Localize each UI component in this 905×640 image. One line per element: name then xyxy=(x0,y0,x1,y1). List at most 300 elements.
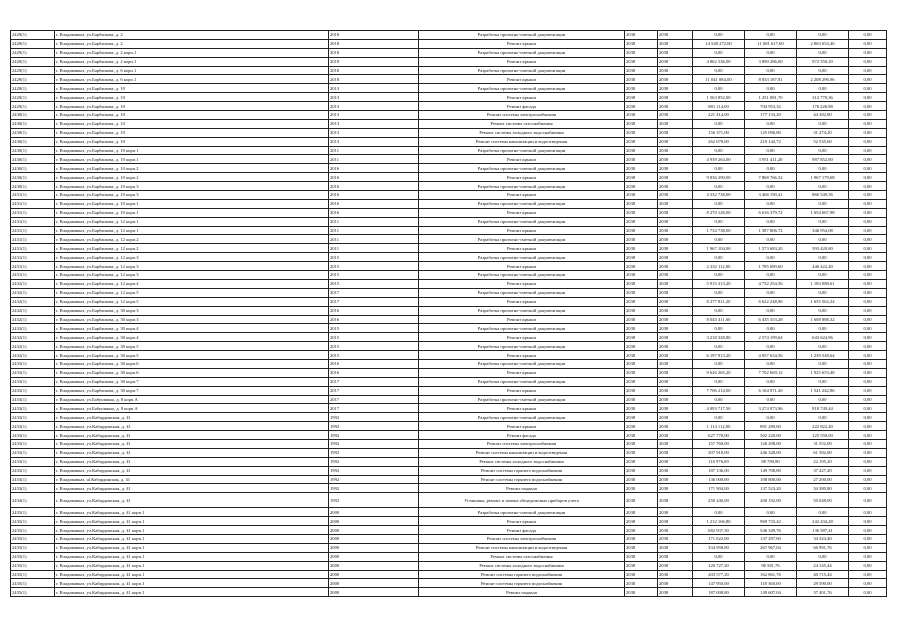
address-cell: г. Владикавказ, ул.Барбашова, д. 10 корп.2 xyxy=(55,173,329,182)
table-row xyxy=(11,333,887,342)
plan-year-start-cell: 2038 xyxy=(625,119,658,128)
other-cost-cell: 0,00 xyxy=(849,359,887,368)
build-year-cell: 1992 xyxy=(329,413,419,422)
owners-cost-cell: 0,00 xyxy=(797,119,849,128)
address-cell: г. Владикавказ, ул.Барбашова, д. 2 корп.1 xyxy=(55,48,329,57)
total-cost-cell: 1 734 738,00 xyxy=(693,226,745,235)
plan-year-end-cell: 2038 xyxy=(658,75,693,84)
plan-year-start-cell: 2038 xyxy=(625,191,658,200)
plan-year-end-cell: 2038 xyxy=(658,57,693,66)
work-type-cell: Ремонт системы канализации и водоотведения xyxy=(419,137,625,146)
owners-cost-cell: 0,00 xyxy=(797,324,849,333)
owners-cost-cell: 22 195,20 xyxy=(797,457,849,466)
table-row xyxy=(11,173,887,182)
address-cell: г. Владикавказ, ул.Кабардинская, д. 41 корп.1 xyxy=(55,517,329,526)
work-type-cell: Ремонт крыши xyxy=(419,279,625,288)
work-type-cell: Ремонт крыши xyxy=(419,315,625,324)
owners-cost-cell: 40 715,44 xyxy=(797,570,849,579)
table-row xyxy=(11,543,887,552)
work-type-cell: Разработка проектно-сметной документации xyxy=(419,48,625,57)
other-cost-cell: 0,00 xyxy=(849,368,887,377)
build-year-cell: 2000 xyxy=(329,543,419,552)
row-id-cell: 2434(1) xyxy=(11,493,55,508)
address-cell: г. Владикавказ, ул.Кабардинская, д. 41 xyxy=(55,413,329,422)
table-row xyxy=(11,57,887,66)
address-cell: г. Владикавказ, ул.Барбашова, д. 12 корп.5 xyxy=(55,288,329,297)
total-cost-cell: 0,00 xyxy=(693,342,745,351)
build-year-cell: 2018 xyxy=(329,57,419,66)
work-type-cell: Установка, ремонт и замена общедомовых приборов учета xyxy=(419,493,625,508)
build-year-cell: 2013 xyxy=(329,128,419,137)
row-id-cell: 2433(1) xyxy=(11,475,55,484)
other-cost-cell: 0,00 xyxy=(849,217,887,226)
plan-year-end-cell: 2038 xyxy=(658,66,693,75)
total-cost-cell: 4 939 264,00 xyxy=(693,155,745,164)
table-row xyxy=(11,146,887,155)
address-cell: г. Владикавказ, ул.Барбашова, д. 10 корп.1 xyxy=(55,155,329,164)
owners-cost-cell: 0,00 xyxy=(797,508,849,517)
build-year-cell: 2013 xyxy=(329,119,419,128)
work-type-cell: Ремонт крыши xyxy=(419,262,625,271)
owners-cost-cell: 66 991,76 xyxy=(797,543,849,552)
address-cell: г. Владикавказ, ул.Кабардинская, д. 41 корп.1 xyxy=(55,543,329,552)
total-cost-cell: 0,00 xyxy=(693,413,745,422)
plan-year-start-cell: 2038 xyxy=(625,466,658,475)
address-cell: г. Владикавказ, ул.Барбашова, д. 10 корп.3 xyxy=(55,191,329,200)
owners-cost-cell: 446 422,40 xyxy=(797,262,849,271)
row-id-cell: 2433(1) xyxy=(11,404,55,413)
table-row xyxy=(11,199,887,208)
address-cell: г. Владикавказ, ул.Барбашова, д. 12 корп.3 xyxy=(55,253,329,262)
address-cell: г. Владикавказ, ул.Кабардинская, д. 41 xyxy=(55,448,329,457)
row-id-cell: 2430(1) xyxy=(11,137,55,146)
build-year-cell: 2000 xyxy=(329,579,419,588)
table-row xyxy=(11,244,887,253)
fund-cost-cell: 6 164 971,20 xyxy=(745,386,797,395)
total-cost-cell: 8 270 128,00 xyxy=(693,208,745,217)
total-cost-cell: 8 277 811,20 xyxy=(693,297,745,306)
build-year-cell: 2013 xyxy=(329,84,419,93)
owners-cost-cell: 1 655 562,24 xyxy=(797,297,849,306)
build-year-cell: 2011 xyxy=(329,244,419,253)
other-cost-cell: 0,00 xyxy=(849,66,887,75)
table-row xyxy=(11,102,887,111)
total-cost-cell: 221 414,00 xyxy=(693,111,745,120)
table-row xyxy=(11,439,887,448)
build-year-cell: 2013 xyxy=(329,102,419,111)
work-type-cell: Ремонт системы холодного водоснабжения xyxy=(419,128,625,137)
work-type-cell: Ремонт крыши xyxy=(419,297,625,306)
table-row xyxy=(11,422,887,431)
work-type-cell: Разработка проектно-сметной документации xyxy=(419,377,625,386)
fund-cost-cell: 4 957 634,56 xyxy=(745,351,797,360)
table-row xyxy=(11,457,887,466)
owners-cost-cell: 31 552,00 xyxy=(797,439,849,448)
plan-year-end-cell: 2038 xyxy=(658,526,693,535)
plan-year-start-cell: 2038 xyxy=(625,526,658,535)
table-row xyxy=(11,517,887,526)
other-cost-cell: 0,00 xyxy=(849,235,887,244)
address-cell: г. Владикавказ, ул.Кабардинская, д. 41 корп.1 xyxy=(55,561,329,570)
address-cell: г. Владикавказ, ул.Барбашова, д. 10 xyxy=(55,128,329,137)
row-id-cell: 2431(1) xyxy=(11,217,55,226)
table-row xyxy=(11,271,887,280)
fund-cost-cell: 3 951 411,20 xyxy=(745,155,797,164)
total-cost-cell: 187 136,00 xyxy=(693,466,745,475)
row-id-cell: 2430(1) xyxy=(11,164,55,173)
plan-year-start-cell: 2038 xyxy=(625,368,658,377)
plan-year-start-cell: 2038 xyxy=(625,342,658,351)
owners-cost-cell: 2 208 296,96 xyxy=(797,75,849,84)
owners-cost-cell: 0,00 xyxy=(797,84,849,93)
owners-cost-cell: 176 226,88 xyxy=(797,102,849,111)
plan-year-end-cell: 2038 xyxy=(658,271,693,280)
row-id-cell: 2429(1) xyxy=(11,75,55,84)
work-type-cell: Ремонт крыши xyxy=(419,75,625,84)
plan-year-start-cell: 2038 xyxy=(625,155,658,164)
owners-cost-cell: 50 048,00 xyxy=(797,493,849,508)
build-year-cell: 2015 xyxy=(329,271,419,280)
other-cost-cell: 0,00 xyxy=(849,570,887,579)
plan-year-start-cell: 2038 xyxy=(625,262,658,271)
other-cost-cell: 0,00 xyxy=(849,588,887,597)
address-cell: г. Владикавказ, ул.Барбашова, д. 10 xyxy=(55,84,329,93)
owners-cost-cell: 818 749,44 xyxy=(797,404,849,413)
table-row xyxy=(11,448,887,457)
work-type-cell: Ремонт крыши xyxy=(419,226,625,235)
fund-cost-cell: 11 681 617,60 xyxy=(745,39,797,48)
build-year-cell: 2013 xyxy=(329,111,419,120)
work-type-cell: Ремонт фасада xyxy=(419,431,625,440)
fund-cost-cell: 96 581,76 xyxy=(745,561,797,570)
plan-year-end-cell: 2038 xyxy=(658,199,693,208)
plan-year-start-cell: 2038 xyxy=(625,57,658,66)
total-cost-cell: 0,00 xyxy=(693,508,745,517)
other-cost-cell: 0,00 xyxy=(849,57,887,66)
plan-year-start-cell: 2038 xyxy=(625,279,658,288)
fund-cost-cell: 108 800,00 xyxy=(745,475,797,484)
plan-year-end-cell: 2038 xyxy=(658,570,693,579)
plan-year-end-cell: 2038 xyxy=(658,377,693,386)
owners-cost-cell: 0,00 xyxy=(797,146,849,155)
other-cost-cell: 0,00 xyxy=(849,508,887,517)
total-cost-cell: 0,00 xyxy=(693,359,745,368)
plan-year-start-cell: 2038 xyxy=(625,173,658,182)
total-cost-cell: 8 043 411,60 xyxy=(693,315,745,324)
build-year-cell: 2017 xyxy=(329,404,419,413)
work-type-cell: Разработка проектно-сметной документации xyxy=(419,306,625,315)
plan-year-start-cell: 2038 xyxy=(625,543,658,552)
build-year-cell: 2018 xyxy=(329,39,419,48)
address-cell: г. Владикавказ, ул.Кабардинская, д. 41 xyxy=(55,457,329,466)
work-type-cell: Ремонт крыши xyxy=(419,517,625,526)
owners-cost-cell: 34 324,40 xyxy=(797,534,849,543)
fund-cost-cell: 0,00 xyxy=(745,342,797,351)
total-cost-cell: 0,00 xyxy=(693,288,745,297)
total-cost-cell: 2 232 112,00 xyxy=(693,262,745,271)
address-cell: г. Владикавказ, ул.Барбашова, д. 2 xyxy=(55,39,329,48)
total-cost-cell: 11 041 884,00 xyxy=(693,75,745,84)
address-cell: г. Владикавказ, ул.Барбашова, д. 10 корп.1 xyxy=(55,146,329,155)
plan-year-start-cell: 2038 xyxy=(625,552,658,561)
build-year-cell: 2017 xyxy=(329,288,419,297)
plan-year-end-cell: 2038 xyxy=(658,128,693,137)
owners-cost-cell: 37 427,20 xyxy=(797,466,849,475)
fund-cost-cell: 2 574 199,04 xyxy=(745,333,797,342)
owners-cost-cell: 987 852,80 xyxy=(797,155,849,164)
row-id-cell: 2433(1) xyxy=(11,457,55,466)
owners-cost-cell: 0,00 xyxy=(797,395,849,404)
work-type-cell: Ремонт крыши xyxy=(419,57,625,66)
total-cost-cell: 881 114,00 xyxy=(693,102,745,111)
work-type-cell: Ремонт крыши xyxy=(419,368,625,377)
table-row xyxy=(11,404,887,413)
fund-cost-cell: 7 868 766,32 xyxy=(745,173,797,182)
address-cell: г. Владикавказ, ул.Барбашова, д. 30 корп.5 xyxy=(55,351,329,360)
row-id-cell: 2433(1) xyxy=(11,431,55,440)
plan-year-end-cell: 2038 xyxy=(658,93,693,102)
build-year-cell: 2000 xyxy=(329,552,419,561)
build-year-cell: 1992 xyxy=(329,466,419,475)
fund-cost-cell: 6 435 353,28 xyxy=(745,315,797,324)
build-year-cell: 2015 xyxy=(329,342,419,351)
table-row xyxy=(11,164,887,173)
table-row xyxy=(11,534,887,543)
fund-cost-cell: 0,00 xyxy=(745,413,797,422)
fund-cost-cell: 137 523,20 xyxy=(745,484,797,493)
row-id-cell: 2428(1) xyxy=(11,84,55,93)
table-row xyxy=(11,48,887,57)
owners-cost-cell: 866 549,56 xyxy=(797,191,849,200)
build-year-cell: 2016 xyxy=(329,182,419,191)
other-cost-cell: 0,00 xyxy=(849,306,887,315)
fund-cost-cell: 162 861,76 xyxy=(745,570,797,579)
plan-year-end-cell: 2038 xyxy=(658,561,693,570)
other-cost-cell: 0,00 xyxy=(849,271,887,280)
owners-cost-cell: 0,00 xyxy=(797,182,849,191)
total-cost-cell: 0,00 xyxy=(693,217,745,226)
build-year-cell: 2016 xyxy=(329,359,419,368)
table-body xyxy=(11,31,887,597)
plan-year-start-cell: 2038 xyxy=(625,439,658,448)
other-cost-cell: 0,00 xyxy=(849,279,887,288)
row-id-cell: 2433(1) xyxy=(11,422,55,431)
row-id-cell: 2433(1) xyxy=(11,413,55,422)
row-id-cell: 2433(1) xyxy=(11,377,55,386)
owners-cost-cell: 312 770,36 xyxy=(797,93,849,102)
plan-year-start-cell: 2038 xyxy=(625,579,658,588)
work-type-cell: Ремонт подвала xyxy=(419,484,625,493)
other-cost-cell: 0,00 xyxy=(849,244,887,253)
other-cost-cell: 0,00 xyxy=(849,31,887,40)
plan-year-end-cell: 2038 xyxy=(658,191,693,200)
owners-cost-cell: 0,00 xyxy=(797,288,849,297)
plan-year-end-cell: 2038 xyxy=(658,244,693,253)
total-cost-cell: 0,00 xyxy=(693,377,745,386)
row-id-cell: 2432(1) xyxy=(11,315,55,324)
address-cell: г. Владикавказ, ул.Барбашова, д. 12 корп.1 xyxy=(55,217,329,226)
owners-cost-cell: 61 582,00 xyxy=(797,448,849,457)
total-cost-cell: 250 240,00 xyxy=(693,493,745,508)
build-year-cell: 2015 xyxy=(329,262,419,271)
other-cost-cell: 0,00 xyxy=(849,39,887,48)
address-cell: г. Владикавказ, ул.Кабардинская, д. 41 корп.1 xyxy=(55,570,329,579)
other-cost-cell: 0,00 xyxy=(849,484,887,493)
work-type-cell: Разработка проектно-сметной документации xyxy=(419,164,625,173)
row-id-cell: 2435(1) xyxy=(11,534,55,543)
plan-year-start-cell: 2038 xyxy=(625,386,658,395)
row-id-cell: 2435(1) xyxy=(11,579,55,588)
fund-cost-cell: 0,00 xyxy=(745,235,797,244)
plan-year-start-cell: 2038 xyxy=(625,39,658,48)
work-type-cell: Разработка проектно-сметной документации xyxy=(419,84,625,93)
build-year-cell: 2017 xyxy=(329,395,419,404)
fund-cost-cell: 126 208,00 xyxy=(745,439,797,448)
work-type-cell: Ремонт крыши xyxy=(419,191,625,200)
row-id-cell: 2429(1) xyxy=(11,31,55,40)
total-cost-cell: 0,00 xyxy=(693,31,745,40)
row-id-cell: 2435(1) xyxy=(11,552,55,561)
other-cost-cell: 0,00 xyxy=(849,431,887,440)
owners-cost-cell: 2 863 654,40 xyxy=(797,39,849,48)
plan-year-end-cell: 2038 xyxy=(658,39,693,48)
other-cost-cell: 0,00 xyxy=(849,439,887,448)
address-cell: г. Владикавказ, ул.Барбашова, д. 30 корп.4 xyxy=(55,333,329,342)
work-type-cell: Ремонт крыши xyxy=(419,173,625,182)
owners-cost-cell: 1 925 653,48 xyxy=(797,368,849,377)
plan-year-end-cell: 2038 xyxy=(658,315,693,324)
table-row xyxy=(11,377,887,386)
table-row xyxy=(11,493,887,508)
build-year-cell: 2016 xyxy=(329,315,419,324)
work-type-cell: Ремонт системы горячего водоснабжения xyxy=(419,579,625,588)
total-cost-cell: 5 915 313,20 xyxy=(693,279,745,288)
total-cost-cell: 627 770,00 xyxy=(693,431,745,440)
work-type-cell: Ремонт крыши xyxy=(419,422,625,431)
plan-year-end-cell: 2038 xyxy=(658,475,693,484)
fund-cost-cell: 0,00 xyxy=(745,48,797,57)
row-id-cell: 2431(1) xyxy=(11,235,55,244)
other-cost-cell: 0,00 xyxy=(849,404,887,413)
address-cell: г. Владикавказ, ул.Барбашова, д. 30 корп.6 xyxy=(55,359,329,368)
owners-cost-cell: 222 822,40 xyxy=(797,422,849,431)
total-cost-cell: 1 114 112,00 xyxy=(693,422,745,431)
plan-year-end-cell: 2038 xyxy=(658,31,693,40)
fund-cost-cell: 0,00 xyxy=(745,66,797,75)
total-cost-cell: 0,00 xyxy=(693,119,745,128)
plan-year-end-cell: 2038 xyxy=(658,466,693,475)
plan-year-start-cell: 2038 xyxy=(625,508,658,517)
total-cost-cell: 147 950,00 xyxy=(693,579,745,588)
fund-cost-cell: 1 387 806,72 xyxy=(745,226,797,235)
fund-cost-cell: 3 466 190,41 xyxy=(745,191,797,200)
table-row xyxy=(11,342,887,351)
other-cost-cell: 0,00 xyxy=(849,253,887,262)
owners-cost-cell: 24 145,44 xyxy=(797,561,849,570)
plan-year-start-cell: 2038 xyxy=(625,351,658,360)
table-row xyxy=(11,368,887,377)
fund-cost-cell: 177 133,20 xyxy=(745,111,797,120)
row-id-cell: 2433(1) xyxy=(11,439,55,448)
other-cost-cell: 0,00 xyxy=(849,315,887,324)
build-year-cell: 2015 xyxy=(329,351,419,360)
other-cost-cell: 0,00 xyxy=(849,475,887,484)
total-cost-cell: 0,00 xyxy=(693,324,745,333)
address-cell: г. Владикавказ, ул.Барбашова, д. 10 корп.1 xyxy=(55,208,329,217)
table-row xyxy=(11,66,887,75)
table-row xyxy=(11,84,887,93)
fund-cost-cell: 6 616 379,72 xyxy=(745,208,797,217)
fund-cost-cell: 0,00 xyxy=(745,377,797,386)
fund-cost-cell: 6 622 248,96 xyxy=(745,297,797,306)
build-year-cell: 2000 xyxy=(329,526,419,535)
plan-year-end-cell: 2038 xyxy=(658,457,693,466)
fund-cost-cell: 149 607,04 xyxy=(745,588,797,597)
other-cost-cell: 0,00 xyxy=(849,457,887,466)
owners-cost-cell: 34 380,80 xyxy=(797,484,849,493)
plan-year-start-cell: 2038 xyxy=(625,208,658,217)
plan-year-start-cell: 2038 xyxy=(625,75,658,84)
other-cost-cell: 0,00 xyxy=(849,395,887,404)
other-cost-cell: 0,00 xyxy=(849,288,887,297)
fund-cost-cell: 125 096,80 xyxy=(745,128,797,137)
work-type-cell: Разработка проектно-сметной документации xyxy=(419,146,625,155)
plan-year-start-cell: 2038 xyxy=(625,333,658,342)
work-type-cell: Ремонт крыши xyxy=(419,244,625,253)
table-row xyxy=(11,484,887,493)
owners-cost-cell: 0,00 xyxy=(797,359,849,368)
other-cost-cell: 0,00 xyxy=(849,324,887,333)
address-cell: г. Владикавказ, ул.Кабардинская, д. 41 корп.1 xyxy=(55,508,329,517)
plan-year-start-cell: 2038 xyxy=(625,570,658,579)
row-id-cell: 2429(1) xyxy=(11,93,55,102)
row-id-cell: 2432(1) xyxy=(11,351,55,360)
plan-year-start-cell: 2038 xyxy=(625,448,658,457)
plan-year-start-cell: 2038 xyxy=(625,244,658,253)
table-row xyxy=(11,315,887,324)
build-year-cell: 2015 xyxy=(329,279,419,288)
build-year-cell: 2018 xyxy=(329,66,419,75)
plan-year-start-cell: 2038 xyxy=(625,561,658,570)
total-cost-cell: 1 563 852,00 xyxy=(693,93,745,102)
work-type-cell: Разработка проектно-сметной документации xyxy=(419,359,625,368)
plan-year-end-cell: 2038 xyxy=(658,448,693,457)
plan-year-start-cell: 2038 xyxy=(625,93,658,102)
plan-year-start-cell: 2038 xyxy=(625,48,658,57)
other-cost-cell: 0,00 xyxy=(849,448,887,457)
address-cell: г. Владикавказ, ул.Барбашова, д. 6 корп.1 xyxy=(55,66,329,75)
address-cell: г. Владикавказ, ул.Барбашова, д. 10 xyxy=(55,137,329,146)
build-year-cell: 2015 xyxy=(329,324,419,333)
other-cost-cell: 0,00 xyxy=(849,155,887,164)
other-cost-cell: 0,00 xyxy=(849,137,887,146)
owners-cost-cell: 0,00 xyxy=(797,217,849,226)
owners-cost-cell: 0,00 xyxy=(797,48,849,57)
table-row xyxy=(11,570,887,579)
plan-year-end-cell: 2038 xyxy=(658,146,693,155)
work-type-cell: Разработка проектно-сметной документации xyxy=(419,508,625,517)
other-cost-cell: 0,00 xyxy=(849,128,887,137)
table-row xyxy=(11,526,887,535)
build-year-cell: 2015 xyxy=(329,253,419,262)
total-cost-cell: 0,00 xyxy=(693,164,745,173)
other-cost-cell: 0,00 xyxy=(849,75,887,84)
build-year-cell: 2000 xyxy=(329,517,419,526)
fund-cost-cell: 267 967,04 xyxy=(745,543,797,552)
address-cell: г. Владикавказ, ул.Барбашова, д. 10 xyxy=(55,93,329,102)
plan-year-start-cell: 2038 xyxy=(625,315,658,324)
plan-year-start-cell: 2038 xyxy=(625,111,658,120)
